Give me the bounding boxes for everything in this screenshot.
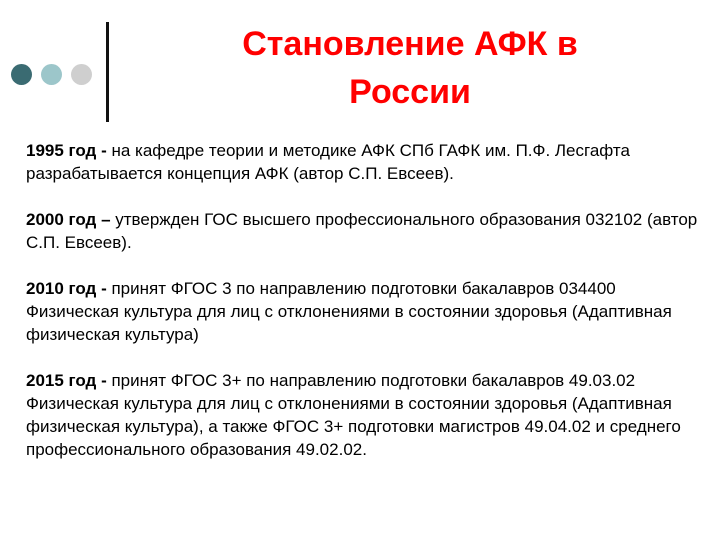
dark-dot-icon bbox=[11, 64, 32, 85]
slide-title bbox=[150, 20, 670, 116]
mid-dot-icon bbox=[41, 64, 62, 85]
vertical-divider bbox=[106, 22, 109, 122]
slide-title-line-2: России bbox=[349, 73, 471, 111]
light-dot-icon bbox=[71, 64, 92, 85]
paragraph-2010 bbox=[26, 277, 706, 346]
paragraph-text: принят ФГОС 3+ по направлению подготовки бакалавров 49.03.02 Физическая культура для лиц с отклонениями в состоянии здоровья (Адаптивная физическая культура), а также ФГОС 3+ подготовки магистров 49.04.02 и среднего профессионального образования 49.02.02. bbox=[26, 371, 681, 459]
year-label: 2000 год – bbox=[26, 210, 111, 229]
paragraph-2015 bbox=[26, 369, 706, 461]
paragraph-text: утвержден ГОС высшего профессионального образования 032102 (автор С.П. Евсеев). bbox=[26, 210, 698, 252]
paragraph-text: принят ФГОС 3 по направлению подготовки бакалавров 034400 Физическая культура для лиц с отклонениями в состоянии здоровья (Адаптивная физическая культура) bbox=[26, 279, 672, 344]
paragraph-text: на кафедре теории и методике АФК СПб ГАФК им. П.Ф. Лесгафта разрабатывается концепция АФК (автор С.П. Евсеев). bbox=[26, 141, 630, 183]
year-label: 1995 год - bbox=[26, 141, 107, 160]
paragraph-1995 bbox=[26, 139, 706, 185]
year-label: 2015 год - bbox=[26, 371, 107, 390]
decorative-dots bbox=[11, 64, 101, 86]
slide-title-line-1: Становление АФК в bbox=[242, 25, 578, 63]
slide-body bbox=[26, 139, 706, 484]
year-label: 2010 год - bbox=[26, 279, 107, 298]
paragraph-2000 bbox=[26, 208, 706, 254]
